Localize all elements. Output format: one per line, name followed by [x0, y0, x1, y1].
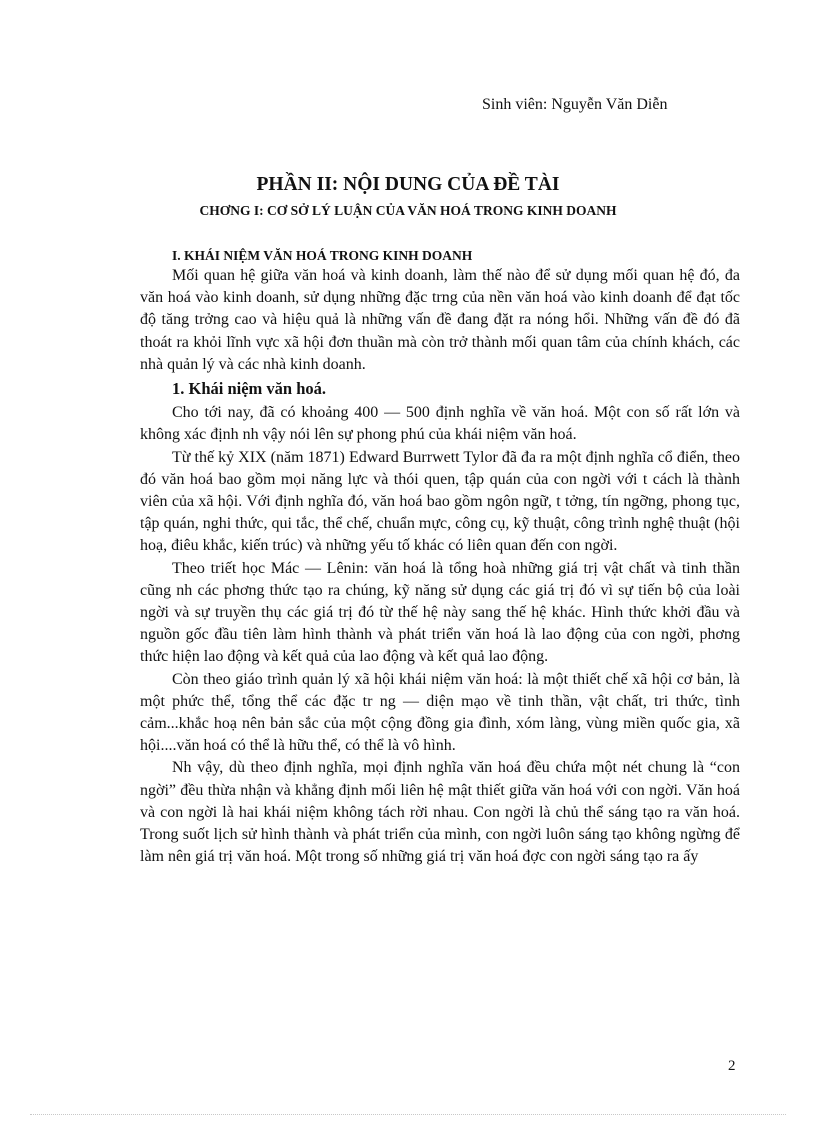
paragraph-4: Còn theo giáo trình quản lý xã hội khái niệm văn hoá: là một thiết chế xã hội cơ bản, là một phức thể, tổng thể các đặc tr ng — diện mạo về tinh thần, vật chất, tri thức, tình cảm...khắc hoạ nên bản sắc của một cộng đồng gia đình, xóm làng, vùng miền quốc gia, xã hội....văn hoá có thể là hữu thể, có thể là vô hình. [140, 670, 740, 755]
part-title: PHẦN II: NỘI DUNG CỦA ĐỀ TÀI [256, 174, 560, 195]
paragraph-3: Theo triết học Mác — Lênin: văn hoá là tổng hoà những giá trị vật chất và tinh thần cũng nh các phơng thức tạo ra chúng, kỹ năng sử dụng các giá trị đó vì sự tiến bộ của loài ngời và sự truyền thụ các giá trị đó từ thế hệ này sang thế hệ khác. Hình thức khởi đầu và nguồn gốc đầu tiên làm hình thành và phát triển văn hoá là lao động của con ngời, phơng thức hiện lao động và kết quả của lao động và kết quả lao động. [140, 559, 740, 666]
author-line: Sinh viên: Nguyễn Văn Diễn [482, 96, 668, 113]
paragraph-2: Từ thế kỷ XIX (năm 1871) Edward Burrwett Tylor đã đa ra một định nghĩa cổ điển, theo đó văn hoá bao gồm mọi năng lực và thói quen, tập quán của con ngời với t cách là thành viên của xã hội. Với định nghĩa đó, văn hoá bao gồm ngôn ngữ, t tởng, tín ngỡng, phong tục, tập quán, nghi thức, qui tắc, thể chế, chuẩn mực, công cụ, kỹ thuật, công trình nghệ thuật (hội hoạ, điêu khắc, kiến trúc) và những yếu tố khác có liên quan đến con ngời. [140, 448, 740, 555]
body-text [140, 265, 740, 868]
section-title: I. KHÁI NIỆM VĂN HOÁ TRONG KINH DOANH [172, 248, 473, 263]
chapter-title: CHƠNG I: CƠ SỞ LÝ LUẬN CỦA VĂN HOÁ TRONG KINH DOANH [199, 203, 617, 218]
subsection-heading: 1. Khái niệm văn hoá. [172, 379, 327, 399]
paragraph-5: Nh vậy, dù theo định nghĩa, mọi định nghĩa văn hoá đều chứa một nét chung là “con ngời” đều thừa nhận và khẳng định mối liên hệ mật thiết giữa văn hoá với con ngời. Văn hoá và con ngời là hai khái niệm không tách rời nhau. Con ngời là chủ thể sáng tạo ra văn hoá. Trong suốt lịch sử hình thành và phát triển của mình, con ngời luôn sáng tạo không ngừng để làm nên giá trị văn hoá. Một trong số những giá trị văn hoá đợc con ngời sáng tạo ra ấy [140, 759, 740, 866]
paragraph-1: Cho tới nay, đã có khoảng 400 — 500 định nghĩa về văn hoá. Một con số rất lớn và không xác định nh vậy nói lên sự phong phú của khái niệm văn hoá. [140, 404, 740, 444]
footer-divider [30, 1114, 786, 1115]
page-number: 2 [728, 1058, 736, 1074]
intro-paragraph: Mối quan hệ giữa văn hoá và kinh doanh, làm thế nào để sử dụng mối quan hệ đó, đa văn hoá vào kinh doanh, sử dụng những đặc trng của nền văn hoá vào kinh doanh để đạt tốc độ tăng trởng cao và hiệu quả là những vấn đề đang đặt ra nóng hổi. Những vấn đề đó đã thoát ra khỏi lĩnh vực xã hội đơn thuần mà còn trở thành mối quan tâm của chính khách, các nhà quản lý và các nhà kinh doanh. [140, 267, 740, 373]
